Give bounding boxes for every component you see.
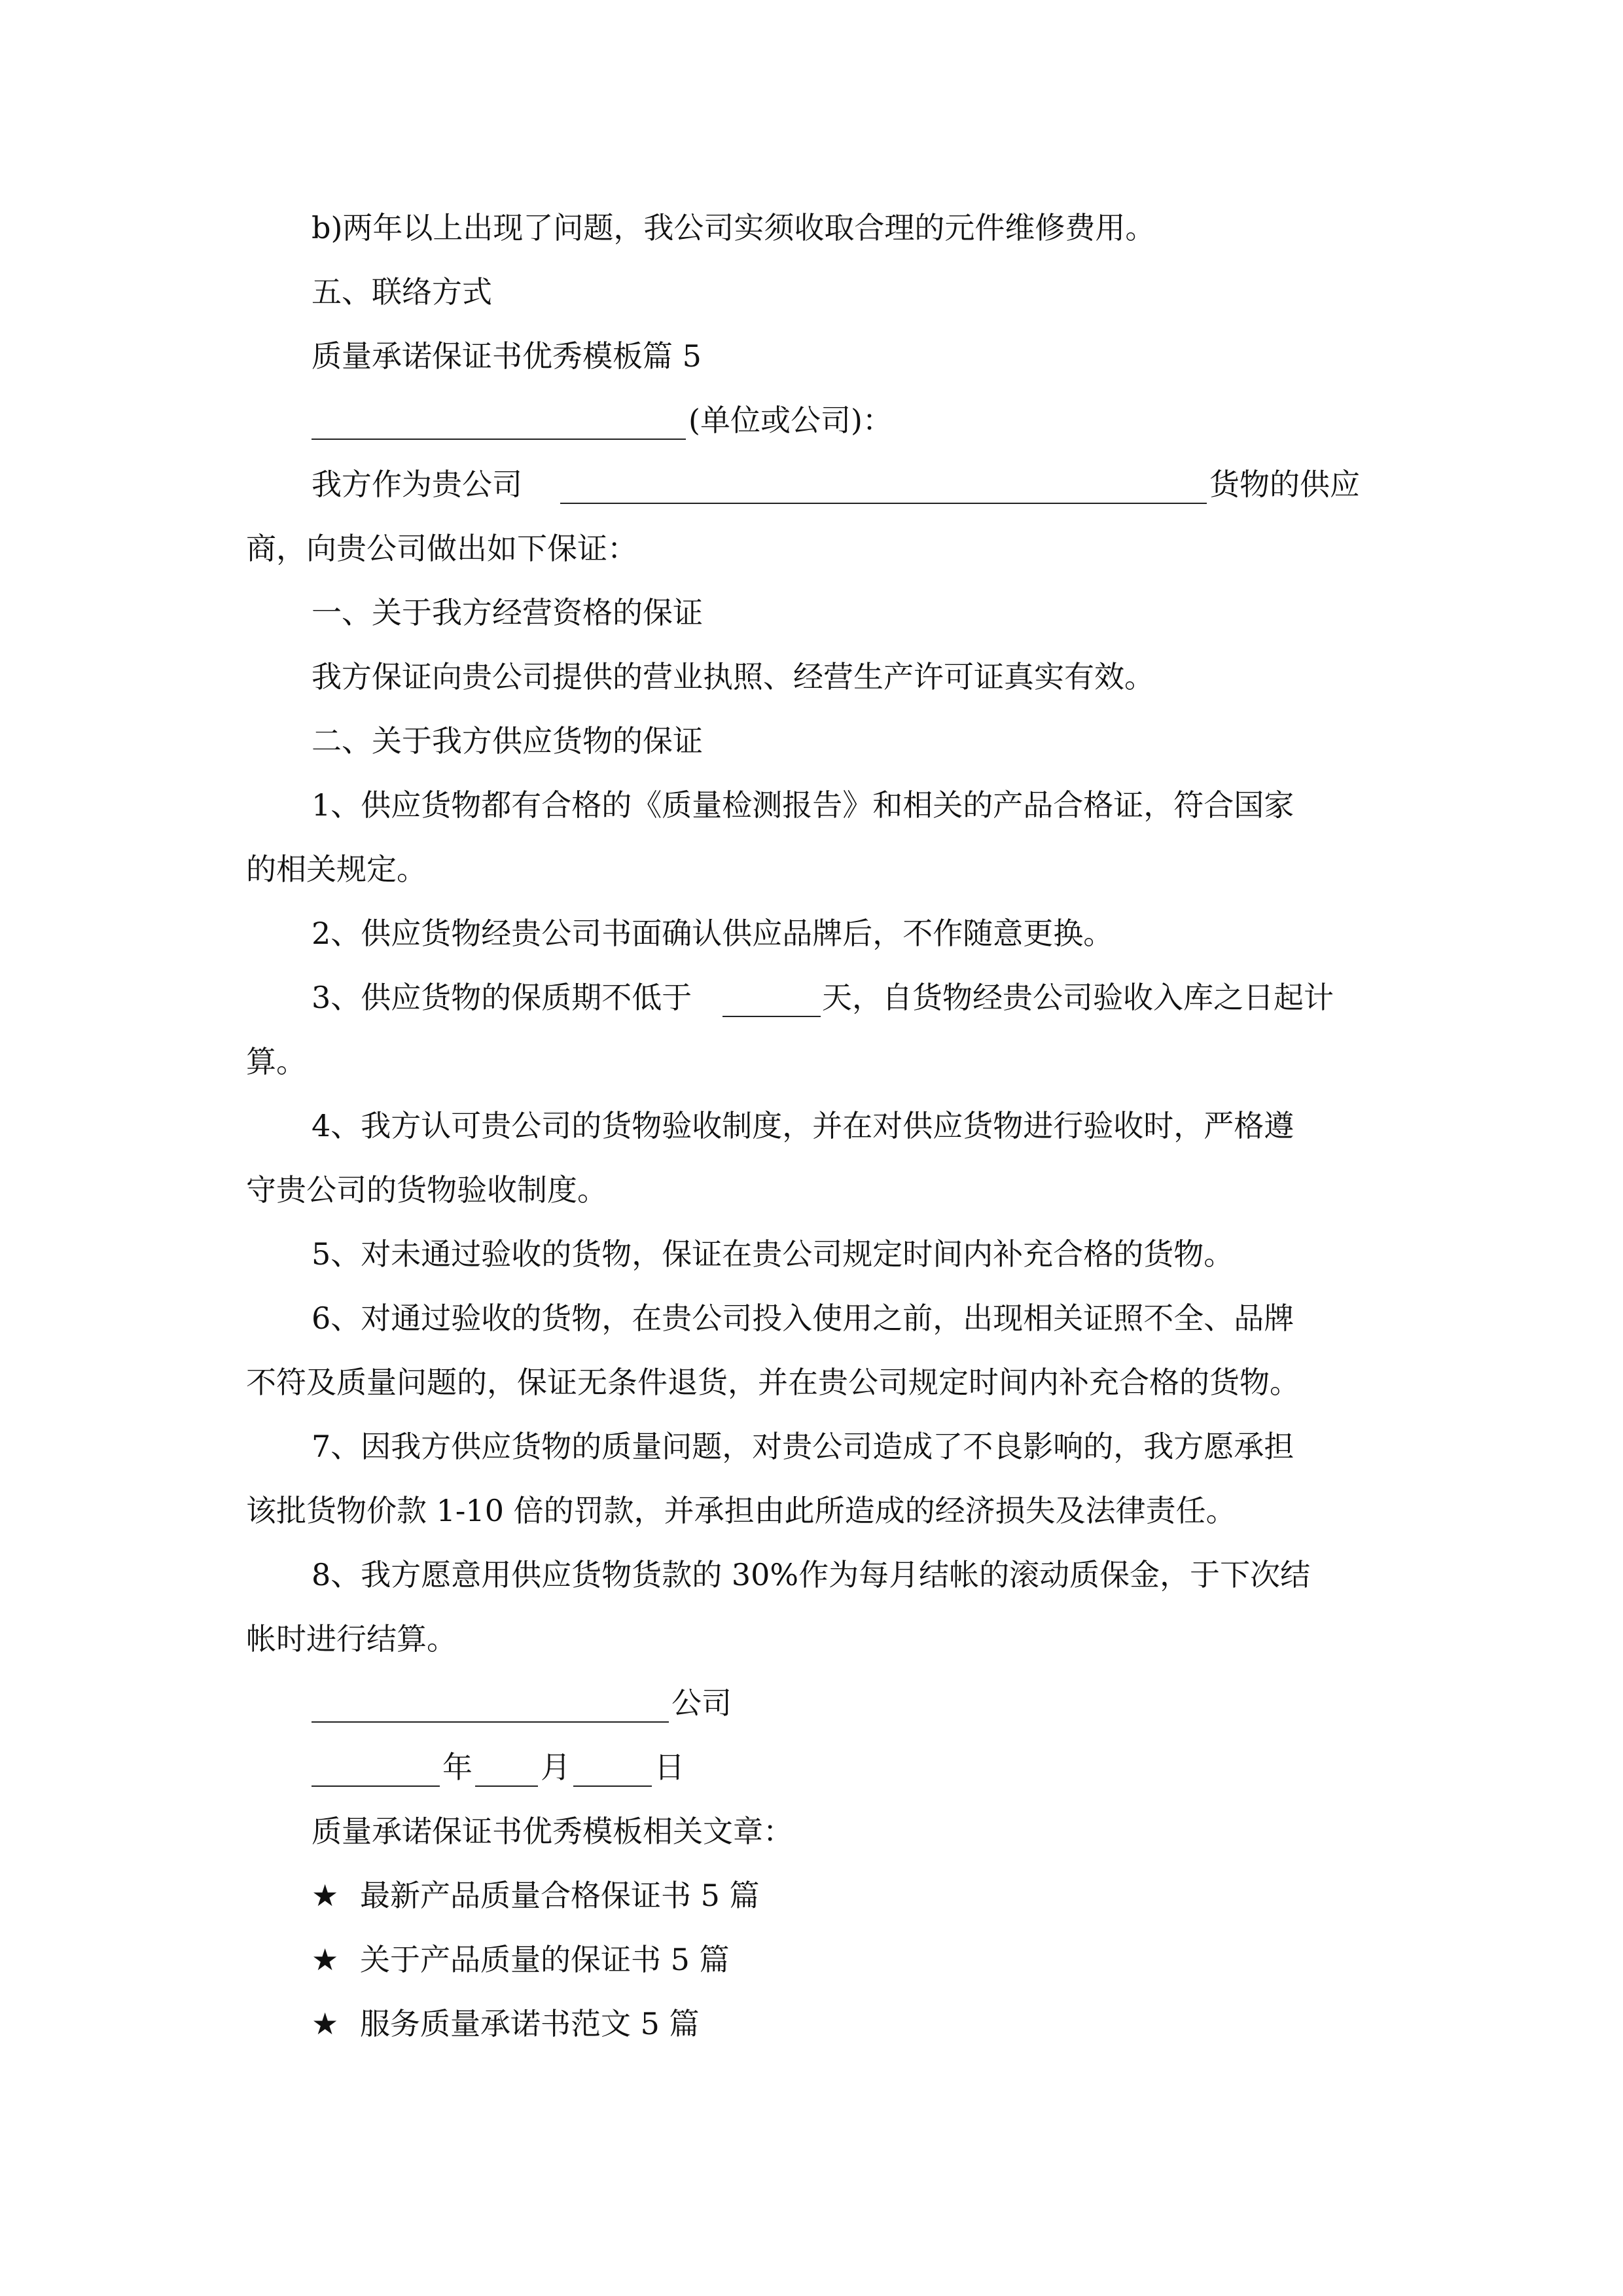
- line-text: 3、供应货物的保质期不低于: [312, 980, 692, 1015]
- related-article-title[interactable]: 最新产品质量合格保证书 5 篇: [360, 1878, 760, 1913]
- year-blank: [312, 1748, 440, 1787]
- fill-in-blank: [312, 401, 686, 440]
- line-text: 算。: [246, 1044, 306, 1079]
- fill-in-blank: [560, 465, 1207, 504]
- line-text: 帐时进行结算。: [246, 1621, 457, 1657]
- line-text: 不符及质量问题的，保证无条件退货，并在贵公司规定时间内补充合格的货物。: [246, 1365, 1300, 1400]
- day-label: 日: [654, 1749, 685, 1785]
- line-text: 1、供应货物都有合格的《质量检测报告》和相关的产品合格证，符合国家: [312, 787, 1294, 823]
- line-text: 二、关于我方供应货物的保证: [312, 723, 703, 759]
- line-text: 一、关于我方经营资格的保证: [312, 595, 703, 630]
- line-text: 5、对未通过验收的货物，保证在贵公司规定时间内补充合格的货物。: [312, 1236, 1234, 1272]
- line-text: 我方作为贵公司: [312, 467, 522, 502]
- line-text: 8、我方愿意用供应货物货款的 30%作为每月结帐的滚动质保金，于下次结: [312, 1557, 1311, 1592]
- line-text: 该批货物价款 1-10 倍的罚款，并承担由此所造成的经济损失及法律责任。: [246, 1493, 1236, 1528]
- month-blank: [475, 1748, 538, 1787]
- star-icon: ★: [312, 1942, 339, 1977]
- line-text: 五、联络方式: [312, 274, 492, 310]
- line-text: 我方保证向贵公司提供的营业执照、经营生产许可证真实有效。: [312, 659, 1154, 694]
- line-text: 货物的供应: [1209, 467, 1360, 502]
- year-label: 年: [442, 1749, 473, 1785]
- fill-in-blank: [722, 978, 821, 1017]
- line-text: 6、对通过验收的货物，在贵公司投入使用之前，出现相关证照不全、品牌: [312, 1300, 1294, 1336]
- line-text: 4、我方认可贵公司的货物验收制度，并在对供应货物进行验收时，严格遵: [312, 1108, 1294, 1143]
- day-blank: [573, 1748, 652, 1787]
- month-label: 月: [541, 1749, 571, 1785]
- line-text: 天，自货物经贵公司验收入库之日起计: [822, 980, 1334, 1015]
- fill-in-blank: [312, 1683, 669, 1723]
- line-text: 7、因我方供应货物的质量问题，对贵公司造成了不良影响的，我方愿承担: [312, 1429, 1294, 1464]
- line-text: 守贵公司的货物验收制度。: [246, 1172, 607, 1208]
- star-icon: ★: [312, 1878, 339, 1913]
- related-article-title[interactable]: 关于产品质量的保证书 5 篇: [360, 1942, 730, 1977]
- line-text: 的相关规定。: [246, 852, 427, 887]
- related-article-title[interactable]: 服务质量承诺书范文 5 篇: [360, 2006, 700, 2041]
- line-text: (单位或公司)：: [688, 403, 893, 438]
- line-text: 质量承诺保证书优秀模板篇 5: [312, 338, 702, 374]
- line-text: 2、供应货物经贵公司书面确认供应品牌后，不作随意更换。: [312, 916, 1114, 951]
- line-text: 质量承诺保证书优秀模板相关文章：: [312, 1814, 793, 1849]
- line-text: 公司: [671, 1685, 732, 1721]
- star-icon: ★: [312, 2006, 339, 2041]
- line-text: 商，向贵公司做出如下保证：: [246, 531, 637, 566]
- line-text: b)两年以上出现了问题，我公司实须收取合理的元件维修费用。: [312, 210, 1156, 245]
